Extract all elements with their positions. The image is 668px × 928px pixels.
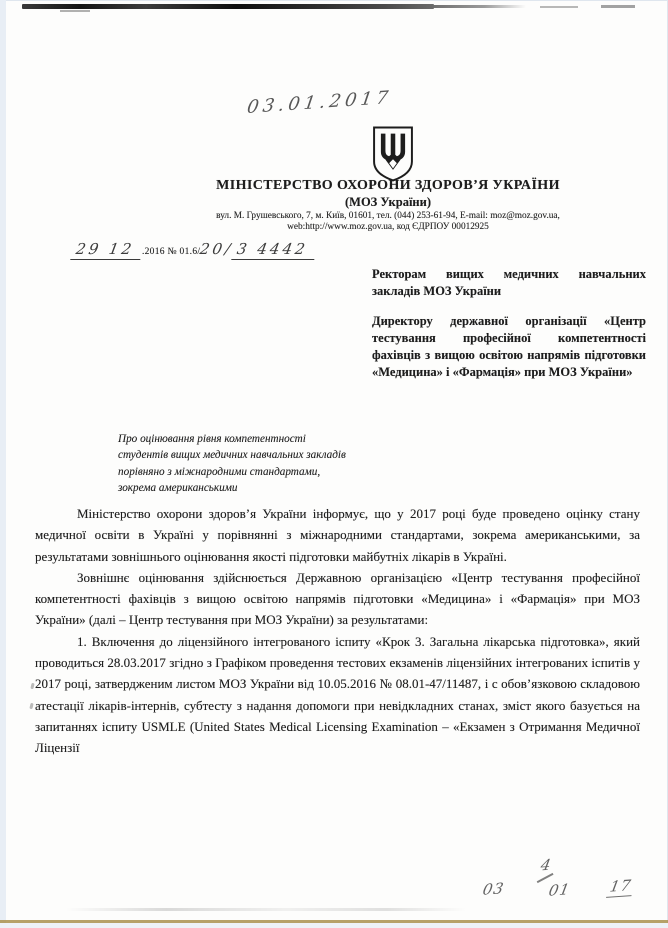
- letter-body: [35, 503, 640, 759]
- handwritten-reg-index: 20/: [198, 240, 236, 258]
- org-short-name: (МОЗ України): [345, 195, 431, 209]
- recipient-rectors: Ректорам вищих медичних навчальних закладів МОЗ України: [372, 267, 646, 299]
- recipient-testing-center-director: Директору державної організації «Центр тестування професійної компетентності фахівців з вищою освітою напрямів підготовки «Медицина» і «Фармація» при МОЗ України»: [372, 313, 646, 380]
- reg-printed-part: .2016 № 01.6/: [141, 247, 201, 257]
- body-paragraph: Зовнішнє оцінювання здійснюється Державною організацією «Центр тестування професійної компетентності фахівців з вищою освітою напрямів підготовки «Медицина» і «Фармація» при МОЗ України» (далі – Центр тестування при МОЗ України) за результатами:: [35, 569, 640, 628]
- subject-line: зокрема американськими: [118, 482, 238, 495]
- scan-artifact-dash: [540, 6, 578, 8]
- handwritten-note-03: 03: [481, 879, 506, 899]
- scan-artifact-dash: [601, 5, 635, 8]
- subject-line: студентів вищих медичних навчальних закладів: [118, 449, 346, 462]
- org-address-line2: web:http://www.moz.gov.ua, код ЄДРПОУ 00012925: [287, 222, 489, 232]
- subject-line: Про оцінювання рівня компетентності: [118, 433, 306, 445]
- scan-edge-bottom: [0, 923, 668, 928]
- body-paragraph: 1. Включення до ліцензійного інтегрованого іспиту «Крок 3. Загальна лікарська підготовка», який проводиться 28.03.2017 згідно з Графіком проведення тестових екзаменів ліцензійних інтегрованих іспитів у 2017 році, затвердженим листом МОЗ України від 10.05.2016 № 08.01-47/11487, і с обов’язковою складовою атестації лікарів-інтернів, субтесту з надання допомоги при невідкладних станах, зміст якого базується на запитаннях іспиту USMLE (United States Medical Licensing Examination – «Екзамен з Отримання Медичної Ліцензії: [35, 633, 640, 756]
- org-address-line1: вул. М. Грушевського, 7, м. Київ, 01601, тел. (044) 253-61-94, E-mail: moz@moz.gov.ua,: [216, 211, 560, 221]
- scan-edge-left: [0, 0, 6, 928]
- registration-line: [72, 240, 316, 260]
- scan-artifact-dash: [60, 10, 90, 12]
- handwritten-reg-day-month: 29 12: [70, 240, 143, 260]
- scan-smudge-bottom: [66, 908, 466, 911]
- subject-line: порівняно з міжнародними стандартами,: [118, 465, 321, 478]
- handwritten-note-4: 4: [539, 855, 554, 875]
- scan-artifact-top-fade: [434, 5, 526, 8]
- ukraine-trident-emblem: [370, 126, 416, 182]
- recipients-block: [372, 266, 646, 382]
- handwritten-top-date: 03.01.2017: [245, 87, 394, 118]
- handwritten-note-01: 01: [547, 880, 572, 900]
- org-name: МІНІСТЕРСТВО ОХОРОНИ ЗДОРОВ’Я УКРАЇНИ: [216, 178, 560, 193]
- body-paragraph: Міністерство охорони здоров’я України інформує, що у 2017 році буде проведено оцінку стану медичної освіти в Україні у порівнянні з міжнародними стандартами, зокрема американськими, за результатами зовнішнього оцінювання якості підготовки майбутніх лікарів в Україні.: [35, 506, 640, 564]
- scan-artifact-top: [22, 4, 434, 9]
- handwritten-note-17: 17: [606, 876, 635, 898]
- handwritten-reg-number: 3 4442: [232, 240, 318, 260]
- scan-stray-mark: [29, 703, 33, 710]
- subject-block: [118, 431, 346, 497]
